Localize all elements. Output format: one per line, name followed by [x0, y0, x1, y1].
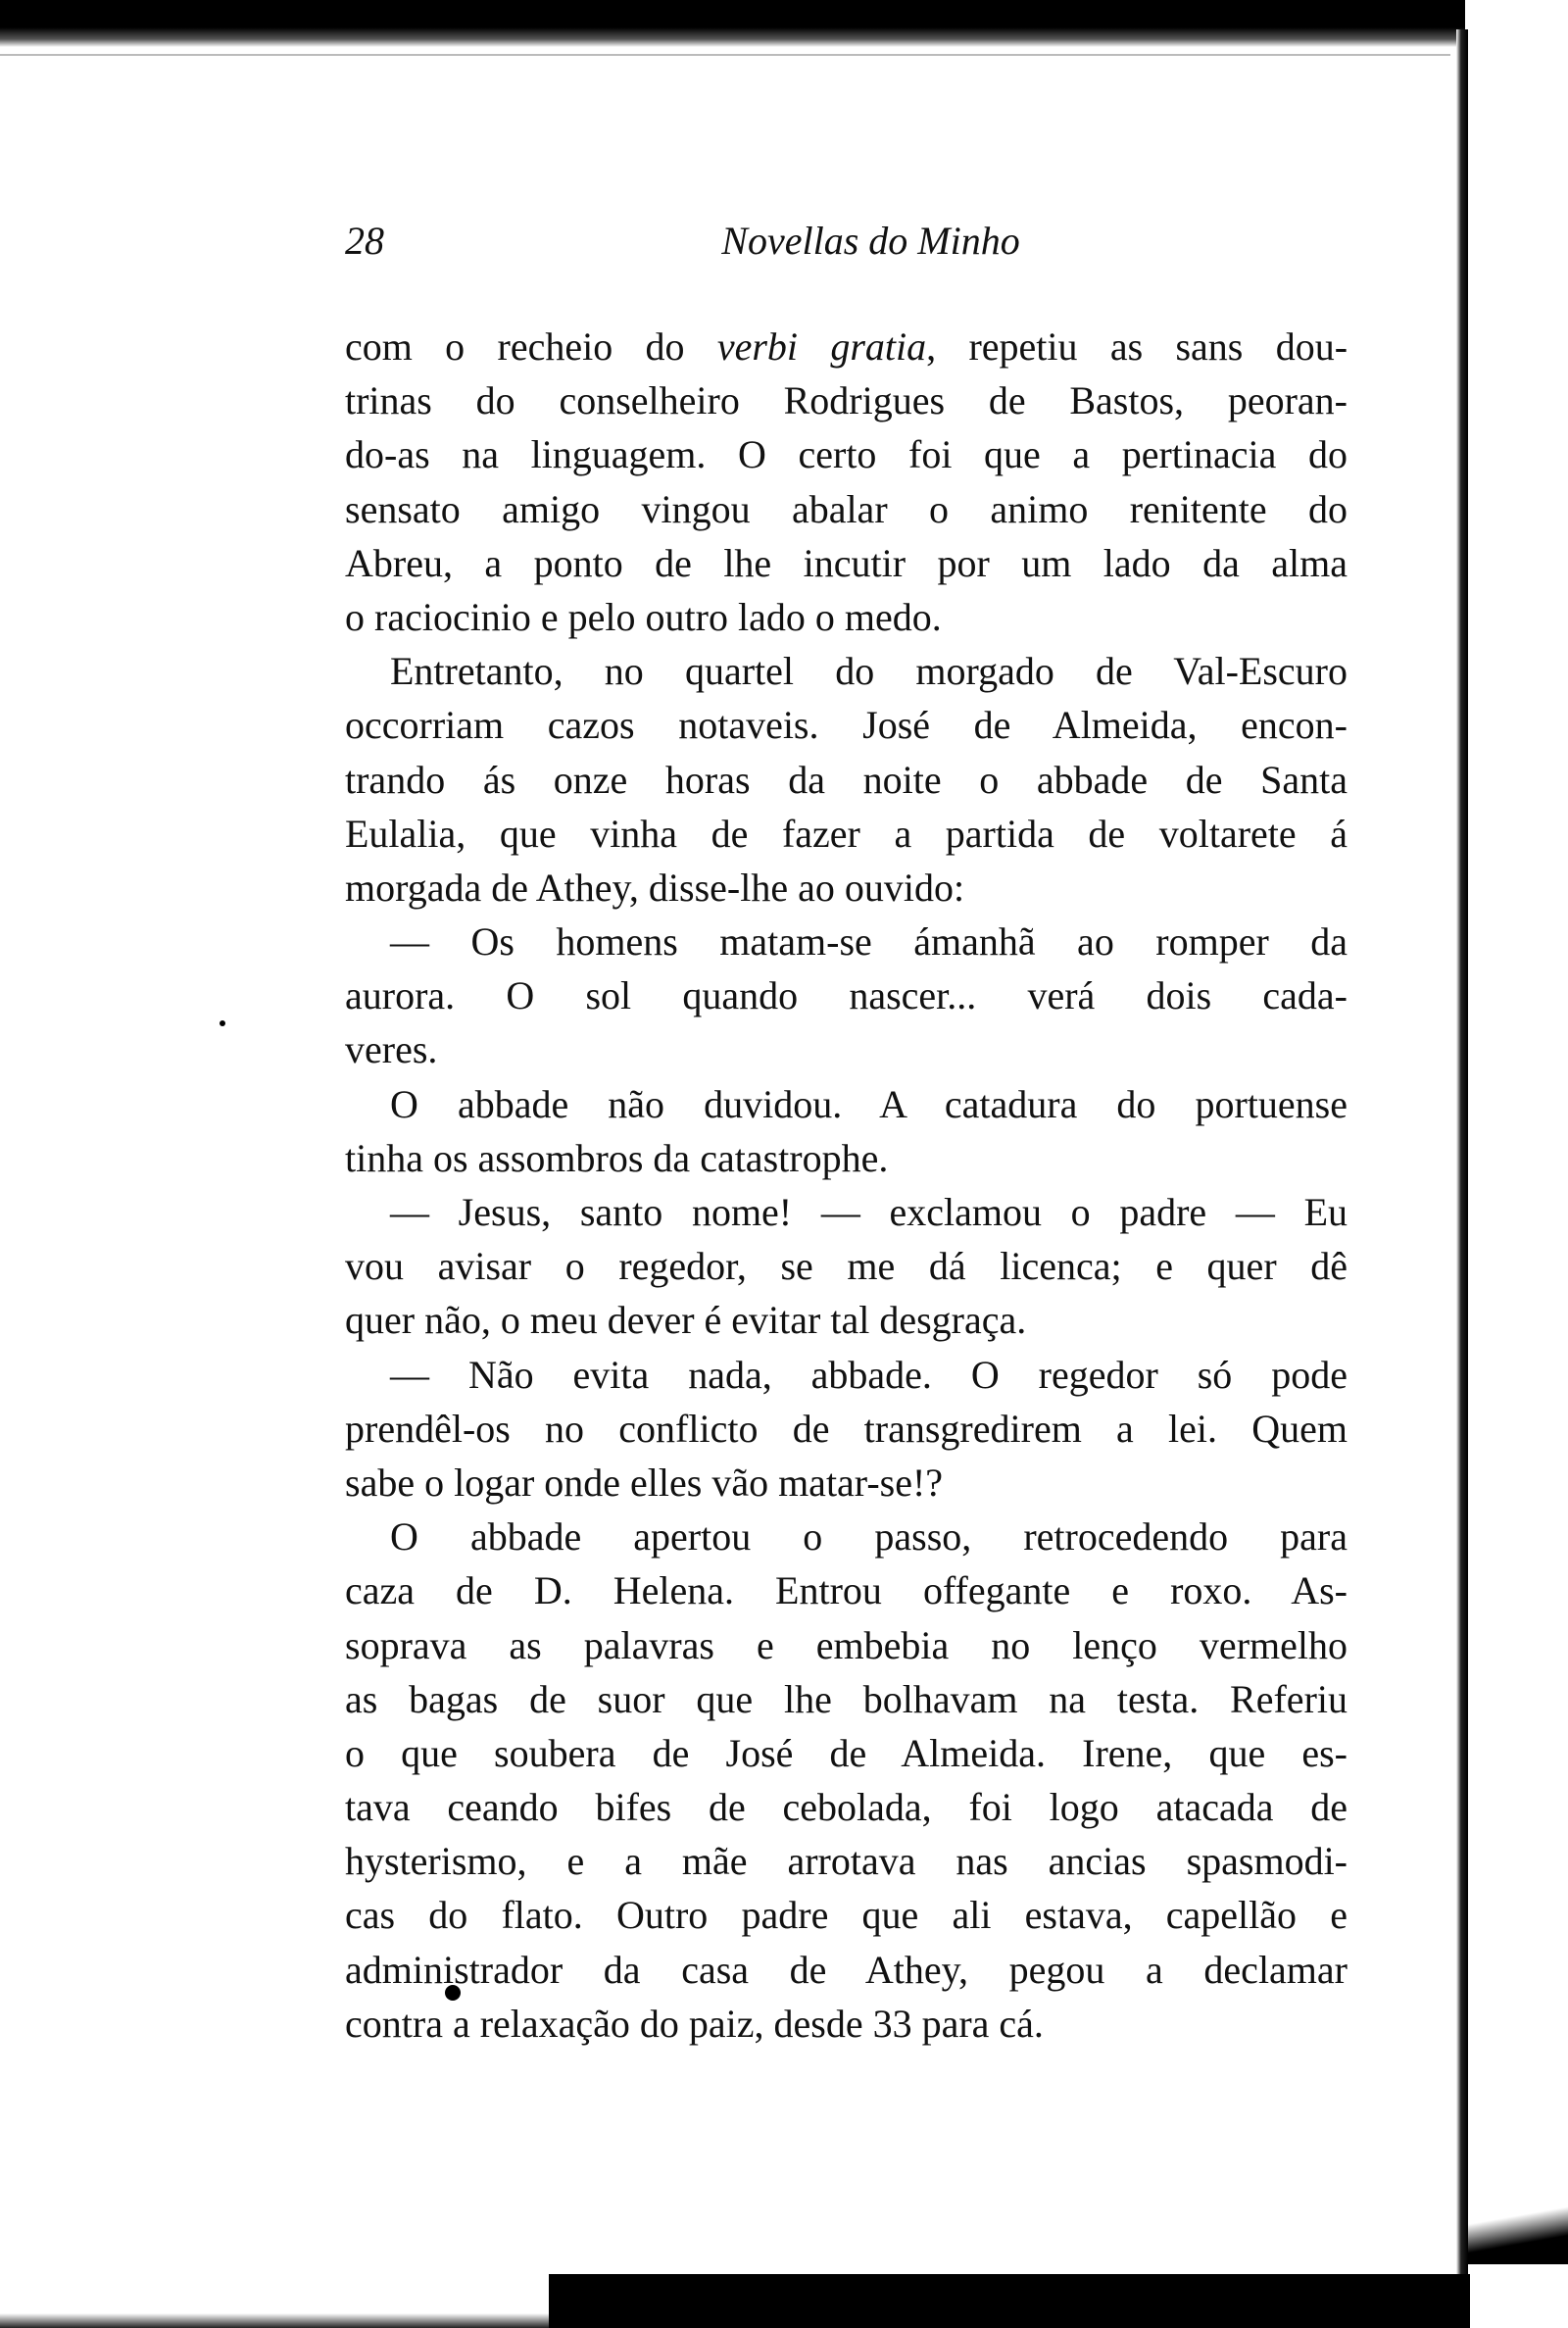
- text-line: quer não, o meu dever é evitar tal desgraça.: [345, 1298, 1027, 1343]
- text-line: caza de D. Helena. Entrou offegante e roxo. As-: [345, 1568, 1348, 1613]
- ink-speck: [220, 1020, 225, 1026]
- text-line: sabe o logar onde elles vão matar-se!?: [345, 1460, 944, 1505]
- text-line: prendêl-os no conflicto de transgredirem a lei. Quem: [345, 1406, 1348, 1451]
- text-line: — Jesus, santo nome! — exclamou o padre — Eu: [390, 1190, 1348, 1234]
- text-span: com o recheio do: [345, 324, 717, 369]
- scan-right-edge: [1456, 29, 1468, 2284]
- text-line: trinas do conselheiro Rodrigues de Bastos, peoran-: [345, 378, 1348, 423]
- text-line: Abreu, a ponto de lhe incutir por um lado da alma: [345, 540, 1348, 585]
- text-line: morgada de Athey, disse-lhe ao ouvido:: [345, 865, 965, 910]
- text-line: cas do flato. Outro padre que ali estava, capellão e: [345, 1893, 1348, 1938]
- text-line: administrador da casa de Athey, pegou a declamar: [345, 1947, 1348, 1992]
- text-line: hysterismo, e a mãe arrotava nas ancias spasmodi-: [345, 1839, 1348, 1884]
- page-body: [345, 320, 1348, 2051]
- text-line: occorriam cazos notaveis. José de Almeida, encon-: [345, 703, 1348, 748]
- text-line: trando ás onze horas da noite o abbade de Santa: [345, 757, 1348, 802]
- text-line: contra a relaxação do paiz, desde 33 para cá.: [345, 2001, 1044, 2046]
- scan-top-line: [0, 54, 1450, 56]
- scan-bottom-edge: [549, 2274, 1470, 2328]
- text-line: — Não evita nada, abbade. O regedor só pode: [390, 1352, 1348, 1397]
- text-line: tinha os assombros da catastrophe.: [345, 1135, 889, 1180]
- text-line: o raciocinio e pelo outro lado o medo.: [345, 594, 942, 639]
- scan-corner-shadow: [1468, 2186, 1568, 2264]
- running-title: Novellas do Minho: [721, 219, 1020, 263]
- text-line: O abbade apertou o passo, retrocedendo para: [390, 1514, 1348, 1560]
- text-line: veres.: [345, 1027, 438, 1072]
- text-span: , repetiu as sans dou-: [926, 324, 1348, 369]
- text-line: vou avisar o regedor, se me dá licenca; e quer dê: [345, 1244, 1348, 1289]
- text-line: O abbade não duvidou. A catadura do portuense: [390, 1081, 1348, 1126]
- text-line: do-as na linguagem. O certo foi que a pertinacia do: [345, 432, 1348, 477]
- page-number: 28: [345, 219, 384, 263]
- text-line: — Os homens matam-se ámanhã ao romper da: [390, 919, 1348, 965]
- scan-bottom-line: [0, 2313, 549, 2328]
- text-line: sensato amigo vingou abalar o animo renitente do: [345, 486, 1348, 531]
- text-line: tava ceando bifes de cebolada, foi logo atacada de: [345, 1785, 1348, 1830]
- text-line: Entretanto, no quartel do morgado de Val-Escuro: [390, 649, 1348, 694]
- page-header: [345, 218, 1348, 276]
- text-line: aurora. O sol quando nascer... verá dois cada-: [345, 973, 1348, 1018]
- text-line: o que soubera de José de Almeida. Irene, que es-: [345, 1730, 1348, 1775]
- text-line: Eulalia, que vinha de fazer a partida de voltarete á: [345, 811, 1348, 856]
- text-line: [345, 320, 1348, 373]
- scan-top-edge: [0, 0, 1465, 47]
- text-line: soprava as palavras e embebia no lenço vermelho: [345, 1622, 1348, 1667]
- text-line: as bagas de suor que lhe bolhavam na testa. Referiu: [345, 1676, 1348, 1721]
- italic-phrase: verbi gratia: [716, 324, 927, 369]
